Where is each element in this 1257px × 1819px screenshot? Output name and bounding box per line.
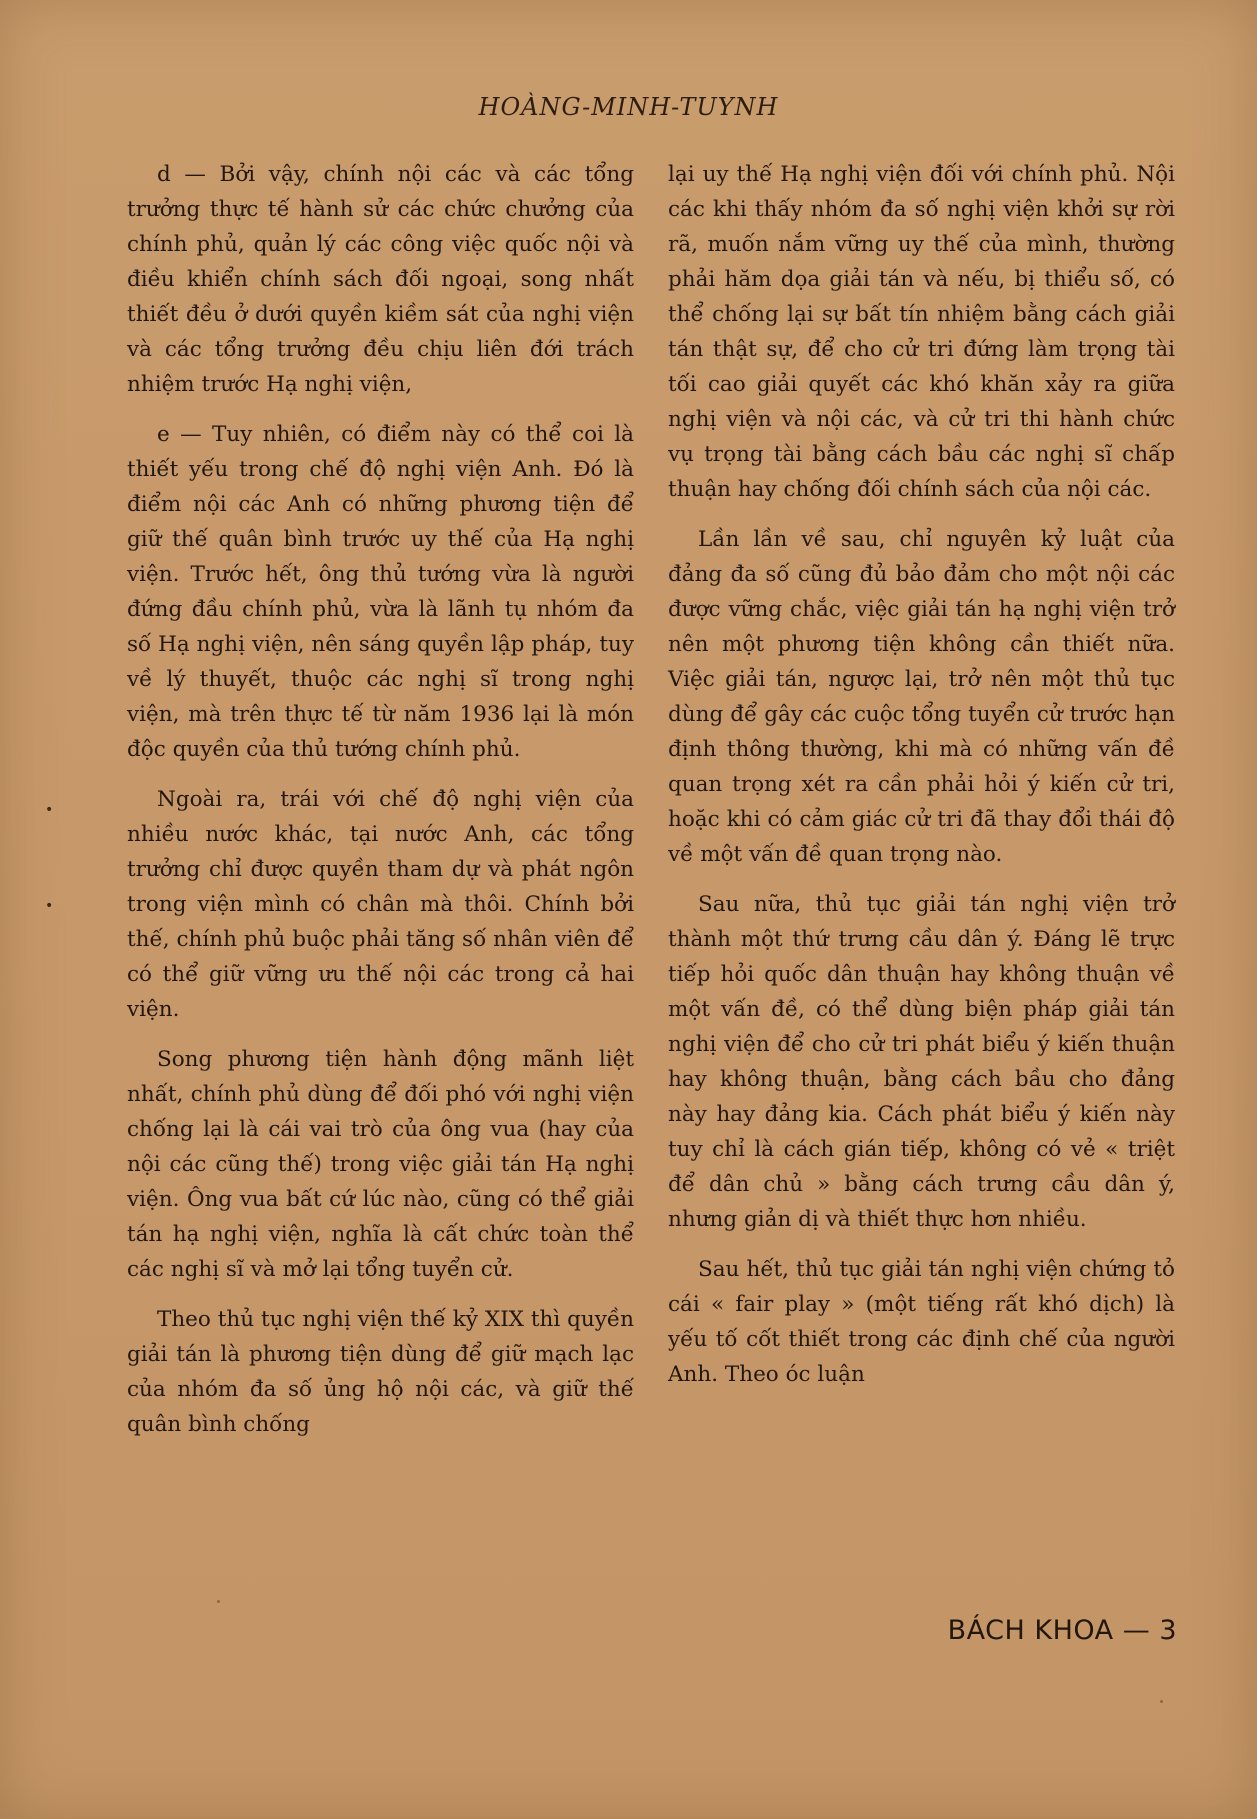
left-column [127,157,634,1457]
paper-speck [520,1392,523,1395]
paragraph-later-party-discipline: Lần lần về sau, chỉ nguyên kỷ luật của đảng đa số cũng đủ bảo đảm cho một nội các được vững chắc, việc giải tán hạ nghị viện trở nên một phương tiện không cần thiết nữa. Việc giải tán, ngược lại, trở nên một thủ tục dùng để gây các cuộc tổng tuyển cử trước hạn định thông thường, khi mà có những vấn đề quan trọng xét ra cần phải hỏi ý kiến cử tri, hoặc khi có cảm giác cử tri đã thay đổi thái độ về một vấn đề quan trọng nào. [668,527,1175,867]
page-folio: BÁCH KHOA — 3 [947,1615,1177,1646]
paragraph-ministers: Ngoài ra, trái với chế độ nghị viện của nhiều nước khác, tại nước Anh, các tổng trưởng chỉ được quyền tham dự và phát ngôn trong viện mình có chân mà thôi. Chính bởi thế, chính phủ buộc phải tăng số nhân viên để có thể giữ vững ưu thế nội các trong cả hai viện. [127,787,634,1022]
margin-mark: • [45,802,54,818]
paragraph-nineteenth-century: Theo thủ tục nghị viện thế kỷ XIX thì quyền giải tán là phương tiện dùng để giữ mạch lạc của nhóm đa số ủng hộ nội các, và giữ thế quân bình chống [127,1307,634,1437]
running-header: HOÀNG-MINH-TUYNH [478,93,779,121]
right-column [668,157,1175,1407]
paragraph-dissolution-power: Song phương tiện hành động mãnh liệt nhất, chính phủ dùng để đối phó với nghị viện chống lại là cái vai trò của ông vua (hay của nội các cũng thế) trong việc giải tán Hạ nghị viện. Ông vua bất cứ lúc nào, cũng có thể giải tán hạ nghị viện, nghĩa là cất chức toàn thể các nghị sĩ và mở lại tổng tuyển cử. [127,1047,634,1282]
paragraph-continuation: lại uy thế Hạ nghị viện đối với chính phủ. Nội các khi thấy nhóm đa số nghị viện khởi sự rời rã, muốn nắm vững uy thế của mình, thường phải hăm dọa giải tán và nếu, bị thiểu số, có thể chống lại sự bất tín nhiệm bằng cách giải tán thật sự, để cho cử tri đứng làm trọng tài tối cao giải quyết các khó khăn xảy ra giữa nghị viện và nội các, và cử tri thi hành chức vụ trọng tài bằng cách bầu các nghị sĩ chấp thuận hay chống đối chính sách của nội các. [668,162,1175,502]
margin-mark: • [45,898,54,914]
paragraph-d: d — Bởi vậy, chính nội các và các tổng trưởng thực tế hành sử các chức chưởng của chính phủ, quản lý các công việc quốc nội và điều khiển chính sách đối ngoại, song nhất thiết đều ở dưới quyền kiềm sát của nghị viện và các tổng trưởng đều chịu liên đới trách nhiệm trước Hạ nghị viện, [127,162,634,397]
paragraph-referendum: Sau nữa, thủ tục giải tán nghị viện trở thành một thứ trưng cầu dân ý. Đáng lẽ trực tiếp hỏi quốc dân thuận hay không thuận về một vấn đề, có thể dùng biện pháp giải tán nghị viện để cho cử tri phát biểu ý kiến thuận hay không thuận, bằng cách bầu cho đảng này hay đảng kia. Cách phát biểu ý kiến này tuy chỉ là cách gián tiếp, không có vẻ « triệt để dân chủ » bằng cách trưng cầu dân ý, nhưng giản dị và thiết thực hơn nhiều. [668,892,1175,1232]
paper-speck [1160,1700,1163,1703]
paragraph-e: e — Tuy nhiên, có điểm này có thể coi là thiết yếu trong chế độ nghị viện Anh. Đó là điểm nội các Anh có những phương tiện để giữ thế quân bình trước uy thế của Hạ nghị viện. Trước hết, ông thủ tướng vừa là người đứng đầu chính phủ, vừa là lãnh tụ nhóm đa số Hạ nghị viện, nên sáng quyền lập pháp, tuy về lý thuyết, thuộc các nghị sĩ trong nghị viện, mà trên thực tế từ năm 1936 lại là món độc quyền của thủ tướng chính phủ. [127,422,634,762]
paper-speck [217,1600,220,1603]
paragraph-fair-play: Sau hết, thủ tục giải tán nghị viện chứng tỏ cái « fair play » (một tiếng rất khó dịch) là yếu tố cốt thiết trong các định chế của người Anh. Theo óc luận [668,1257,1175,1387]
